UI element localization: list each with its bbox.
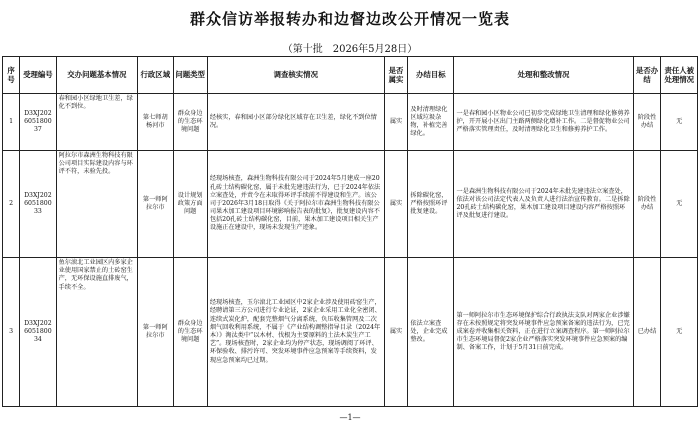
disclosure-table [2, 56, 698, 407]
cell-id: D3XJ202605180037 [20, 94, 56, 151]
page-subtitle: （第十批 2026年5月28日） [282, 44, 418, 55]
cell-handling: 一是春和园小区物业公司已初步完成绿地卫生清理和绿化修剪养护，开开展小区出门主路两侧绿化增补工作。二是督促物业公司严格落实管理责任，及时清理绿化卫生和修剪养护工作。 [454, 94, 633, 151]
cell-region: 第一师阿拉尔市 [138, 258, 173, 407]
header-accountability: 责任人被处理情况 [661, 57, 698, 94]
cell-investigation: 经现场核查，森洲生物科技有限公司于2024年5月建成一座20孔砖土结构碳化窑，属于未批先建违法行为，已于2024年依法立案查处，并责令在未取得环评手续前不得建设和生产。该公司于2026年3月18日取得《关于阿拉尔市森洲生物科技有限公司果木加工建设项目环境影响报告表的批复》，批复建设内容不包括20孔砖土结构碳化窑，目前，果木加工建设项目相关生产设施正在建设中，现场未发现生产迹象。 [207, 151, 384, 258]
cell-type: 设计规划政策方面问题 [173, 151, 207, 258]
header-goal: 办结目标 [408, 57, 454, 94]
cell-verified: 属实 [384, 258, 408, 407]
cell-region: 第七师胡杨河市 [138, 94, 173, 151]
cell-issue: 春和园小区绿地卫生差，绿化不到位。 [56, 94, 138, 151]
header-region: 行政区域 [138, 57, 173, 94]
table-header-row [3, 57, 698, 94]
page-title: 群众信访举报转办和边督边改公开情况一览表 [189, 10, 510, 28]
cell-verified: 属实 [384, 151, 408, 258]
cell-accountability: 无 [661, 151, 698, 258]
header-handling: 处理和整改情况 [454, 57, 633, 94]
header-closed: 是否办结 [633, 57, 661, 94]
header-id: 受理编号 [20, 57, 56, 94]
table-row [3, 94, 698, 151]
cell-id: D3XJ202605180034 [20, 258, 56, 407]
cell-id: D3XJ202605180033 [20, 151, 56, 258]
cell-goal: 及时清理绿化区域垃圾杂物，补植完善绿化。 [408, 94, 454, 151]
cell-handling: 一是森洲生物科技有限公司于2024年未批先建违法立案查处，依法对该公司法定代表人及负责人进行法治宣传教育。二是拆除20孔砖土结构碳化窑，果木加工建设项目建设内容严格按照环评及批复进行建设。 [454, 151, 633, 258]
header-type: 问题类型 [173, 57, 207, 94]
cell-closed: 阶段性办结 [633, 94, 661, 151]
cell-verified: 属实 [384, 94, 408, 151]
cell-issue: 阿拉尔市森洲生物科技有限公司项目实际建设内容与环评不符，未验先投。 [56, 151, 138, 258]
cell-seq: 3 [3, 258, 20, 407]
cell-seq: 1 [3, 94, 20, 151]
cell-goal: 拆除碳化窑，严格按照环评批复建设。 [408, 151, 454, 258]
cell-investigation: 经现场核查，玉尔滚北工业园区中2家企业涉及使用砖窑生产，经聘请第三方公司进行专业论证，2家企业采用工业化全密闭、连续式炭化炉，配套完整烟气分离系统、负压收集管网及二次烟气回收利用系统，不属于《产业结构调整指导目录（2024年本）》淘汰类中“以木材、伐根为主要原料的土法木炭生产工艺”。现场核查时，2家企业均为停产状态，现场调阅了环评、环保验收、排污许可、突发环境事件应急预案等手续资料，发现应急预案均已过期。 [207, 258, 384, 407]
cell-accountability: 无 [661, 94, 698, 151]
header-issue: 交办问题基本情况 [56, 57, 138, 94]
header-verified: 是否属实 [384, 57, 408, 94]
cell-goal: 依法立案查处，企业完成整改。 [408, 258, 454, 407]
cell-investigation: 经核实，春和园小区部分绿化区域存在卫生差，绿化不到位情况。 [207, 94, 384, 151]
table-row [3, 258, 698, 407]
cell-region: 第一师阿拉尔市 [138, 151, 173, 258]
page-number: —1— [339, 413, 361, 422]
cell-type: 群众身边的生态环境问题 [173, 258, 207, 407]
header-investigation: 调查核实情况 [207, 57, 384, 94]
table-row [3, 151, 698, 258]
cell-accountability: 无 [661, 258, 698, 407]
header-seq: 序号 [3, 57, 20, 94]
cell-closed: 阶段性办结 [633, 151, 661, 258]
cell-handling: 第一师阿拉尔市生态环境保护综合行政执法支队对两家企业涉嫌存在未按照规定将突发环境事件应急预案备案的违法行为，已完成案卷并收集相关资料，正在进行立案调查程序。第一师阿拉尔市生态环境局督促2家企业严格落实突发环境事件应急预案的编制、备案工作，计划于5月31日前完成。 [454, 258, 633, 407]
cell-seq: 2 [3, 151, 20, 258]
cell-issue: 鱼尔滚北工业园区内多家企业使用国家禁止的土砖窑生产，无环保设施直排废气，手续不全。 [56, 258, 138, 407]
cell-closed: 已办结 [633, 258, 661, 407]
cell-type: 群众身边的生态环境问题 [173, 94, 207, 151]
